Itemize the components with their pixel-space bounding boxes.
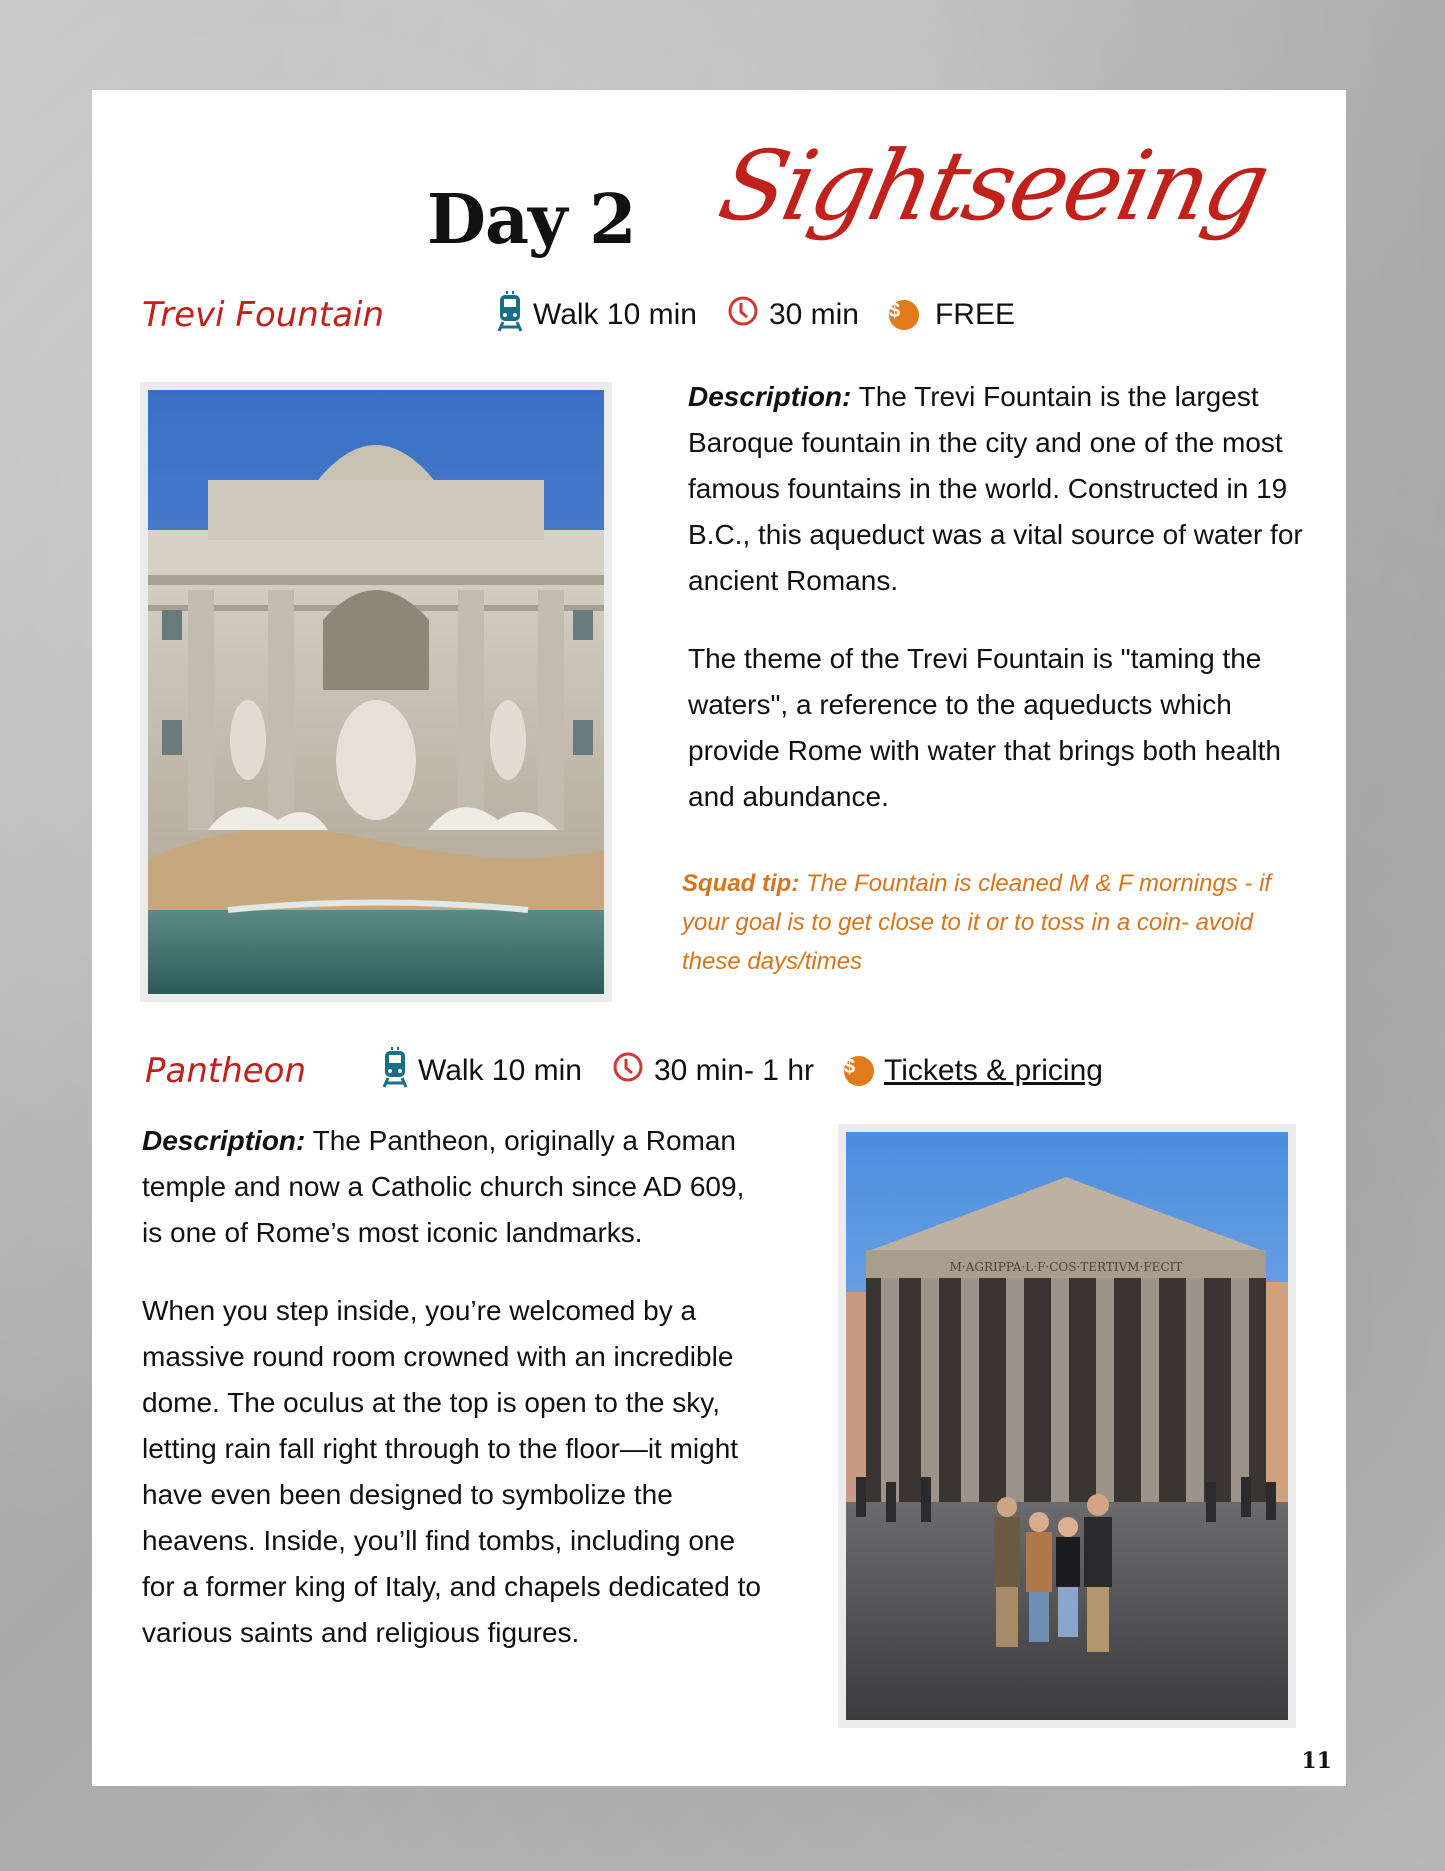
trevi-photo bbox=[140, 382, 612, 1002]
day-title: Day 2 bbox=[427, 180, 636, 260]
script-title: Sightseeing bbox=[710, 130, 1277, 242]
travel-text: Walk 10 min bbox=[533, 298, 697, 331]
duration-text: 30 min bbox=[768, 298, 859, 331]
squad-tip bbox=[682, 864, 1302, 981]
tip-label: Squad tip: bbox=[682, 870, 800, 897]
price-info bbox=[844, 1054, 1103, 1088]
tickets-pricing-link[interactable]: Tickets & pricing bbox=[884, 1054, 1103, 1087]
pantheon-meta bbox=[382, 1046, 1133, 1096]
train-icon bbox=[497, 290, 523, 340]
dollar-coin-icon: $ bbox=[889, 300, 919, 330]
pantheon-photo bbox=[838, 1124, 1296, 1728]
price-text: FREE bbox=[934, 298, 1015, 331]
pantheon-paragraph-text: The Pantheon, originally a Roman temple and now a Catholic church since AD 609, is one of Rome’s most iconic landmarks. bbox=[142, 1125, 745, 1248]
place-name-pantheon: Pantheon bbox=[145, 1051, 307, 1091]
trevi-paragraph-text: The Trevi Fountain is the largest Baroque fountain in the city and one of the most famous fountains in the world. Constructed in 19 B.C., this aqueduct was a vital source of water for ancient Romans. bbox=[688, 381, 1303, 596]
pantheon-header bbox=[145, 1046, 1133, 1096]
description-label: Description: bbox=[142, 1125, 306, 1156]
tip-text: The Fountain is cleaned M & F mornings - if your goal is to get close to it or to toss in a coin- avoid these days/times bbox=[682, 870, 1272, 975]
duration-info bbox=[612, 1051, 814, 1091]
travel-info bbox=[382, 1046, 582, 1096]
price-info bbox=[889, 298, 1015, 332]
pantheon-description bbox=[142, 1118, 772, 1688]
clock-icon bbox=[612, 1051, 644, 1091]
train-icon bbox=[382, 1046, 408, 1096]
trevi-header bbox=[142, 290, 1045, 340]
pantheon-image bbox=[846, 1132, 1288, 1720]
duration-info bbox=[727, 295, 859, 335]
page-number: 11 bbox=[1301, 1748, 1332, 1774]
travel-text: Walk 10 min bbox=[418, 1054, 582, 1087]
clock-icon bbox=[727, 295, 759, 335]
duration-text: 30 min- 1 hr bbox=[653, 1054, 815, 1087]
page bbox=[92, 90, 1346, 1786]
description-label: Description: bbox=[688, 381, 852, 412]
trevi-description bbox=[688, 374, 1308, 852]
pantheon-paragraph: When you step inside, you’re welcomed by a massive round room crowned with an incredible dome. The oculus at the top is open to the sky, letting rain fall right through to the floor—it might have even been designed to symbolize the heavens. Inside, you’ll find tombs, including one for a former king of Italy, and chapels dedicated to various saints and religious figures. bbox=[142, 1295, 761, 1648]
trevi-paragraph bbox=[688, 374, 1308, 604]
pantheon-paragraph bbox=[142, 1118, 772, 1256]
dollar-coin-icon: $ bbox=[844, 1056, 874, 1086]
trevi-fountain-image bbox=[148, 390, 604, 994]
pantheon-inscription: M·AGRIPPA·L·F·COS·TERTIVM·FECIT bbox=[949, 1260, 1183, 1274]
travel-info bbox=[497, 290, 697, 340]
trevi-meta bbox=[497, 290, 1045, 340]
place-name-trevi: Trevi Fountain bbox=[142, 295, 385, 335]
trevi-paragraph: The theme of the Trevi Fountain is "taming the waters", a reference to the aqueducts which provide Rome with water that brings both health and abundance. bbox=[688, 643, 1281, 812]
